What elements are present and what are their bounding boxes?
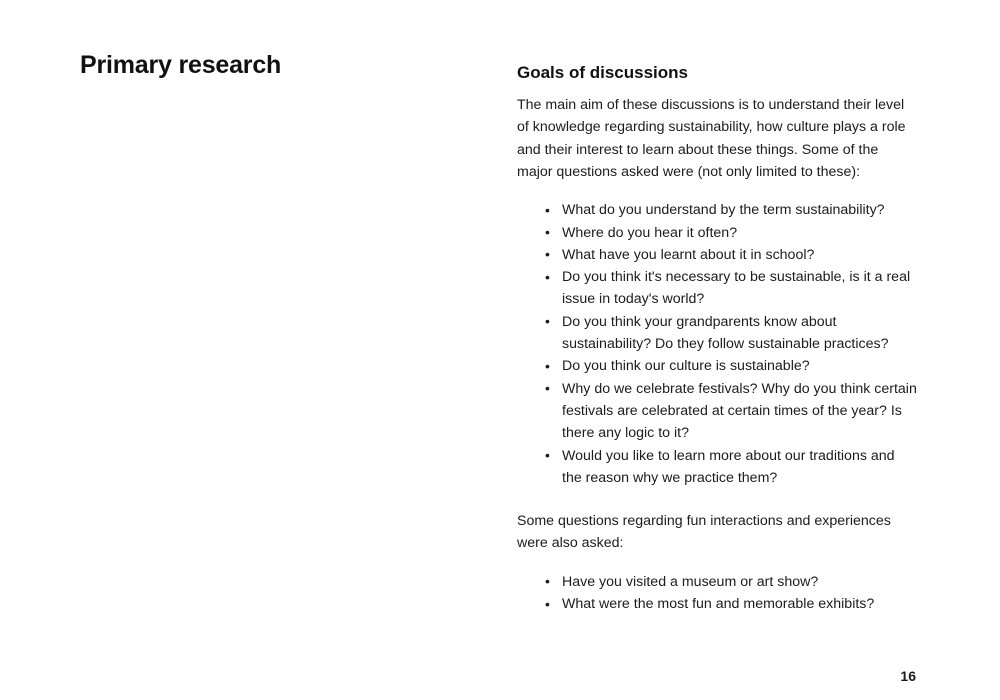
intro-paragraph: The main aim of these discussions is to understand their level of knowledge regarding sustainability, how culture plays a role and their interest to learn about these things. Some of the major questions asked were (not only limited to these): [517,97,906,180]
list-item: • What were the most fun and memorable exhibits? [545,593,917,615]
content-column [517,62,917,615]
list-item: • Would you like to learn more about our traditions and the reason why we practice them? [545,445,917,490]
second-intro-paragraph: Some questions regarding fun interactions and experiences were also asked: [517,513,891,552]
section-heading: Goals of discussions [517,63,688,82]
list-item: • What do you understand by the term sustainability? [545,199,917,221]
list-item: • Do you think your grandparents know about sustainability? Do they follow sustainable practices? [545,311,917,356]
list-item: • Where do you hear it often? [545,222,917,244]
list-item: • What have you learnt about it in school? [545,244,917,266]
fun-questions-list [517,571,917,616]
page-title: Primary research [80,51,282,79]
list-item: • Have you visited a museum or art show? [545,571,917,593]
list-item: • Do you think it's necessary to be sustainable, is it a real issue in today's world? [545,266,917,311]
questions-list [517,199,917,489]
page-number: 16 [900,668,916,684]
list-item: • Why do we celebrate festivals? Why do you think certain festivals are celebrated at certain times of the year? Is there any logic to it? [545,378,917,445]
left-column [80,50,460,80]
list-item: • Do you think our culture is sustainable? [545,355,917,377]
